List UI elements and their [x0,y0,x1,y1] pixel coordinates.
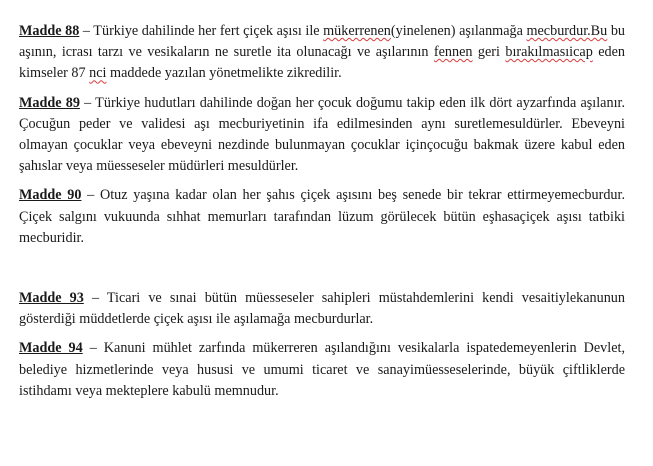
article-label: Madde 94 [19,340,83,357]
article-text: – Kanuni mühlet zarfında mükerreren aşılandığını vesikalarla ispatedemeyenlerin Devlet, belediye hizmetlerinde veya hususi ve umumi ticaret ve sanayimüesseselerinde, büyük çiftliklerde istihdamı veya mekteplere kabulü memnudur. [19,340,625,399]
article-89 [19,93,625,178]
article-94 [19,338,625,402]
article-label: Madde 90 [19,187,82,204]
article-90 [19,185,625,249]
article-text: – Otuz yaşına kadar olan her şahıs çiçek aşısını beş senede bir tekrar ettirmeyemecburdur. Çiçek salgını vukuunda sıhhat memurları tarafından lüzum görülecek bütün eşhasaçiçek aşısı tatbiki mecburidir. [19,187,626,246]
article-label: Madde 93 [19,290,84,307]
misspelled-word[interactable]: bırakılmasıicap [505,44,593,61]
misspelled-word[interactable]: mecburdur.Bu [526,23,608,39]
misspelled-word[interactable]: fennen [433,44,473,61]
article-text: maddede yazılan yönetmelikte zikredilir. [106,65,342,82]
misspelled-word[interactable]: nci [89,65,107,82]
article-text: (yinelenen) aşılanmağa [390,23,527,39]
article-text: – Ticari ve sınai bütün müesseseler sahipleri müstahdemlerini kendi vesaitiylekanunun gösterdiği müddetlerde çiçek aşısı ile aşılamağa mecburdurlar. [19,290,625,328]
article-88 [19,21,625,85]
article-label: Madde 89 [19,94,80,111]
article-93 [19,288,625,330]
misspelled-word[interactable]: mükerrenen [323,23,391,39]
article-text: – Türkiye dahilinde her fert çiçek aşısı ile [79,23,324,39]
article-text: – Türkiye hudutları dahilinde doğan her çocuk doğumu takip eden ilk dört ayzarfında aşılanır. Çocuğun peder ve validesi aşı mecburiyetinin ifa edilmesinden aynı suretlemesuldürler. Ebeveyni olmayan çocuklar veya ebeveyni nezdinde bulunmayan çocuklar içinçocuğu bakmak üzere kabul eden şahıslar veya müesseseler müdürleri mesuldürler. [19,94,626,175]
article-text: eden kimseler 87 [19,44,625,82]
article-text: geri [472,44,506,61]
article-label: Madde 88 [19,23,80,39]
article-text: bu aşının, icrası tarzı ve vesikaların ne suretle ita olunacağı ve aşılarının [19,23,626,61]
document-page [19,21,625,402]
